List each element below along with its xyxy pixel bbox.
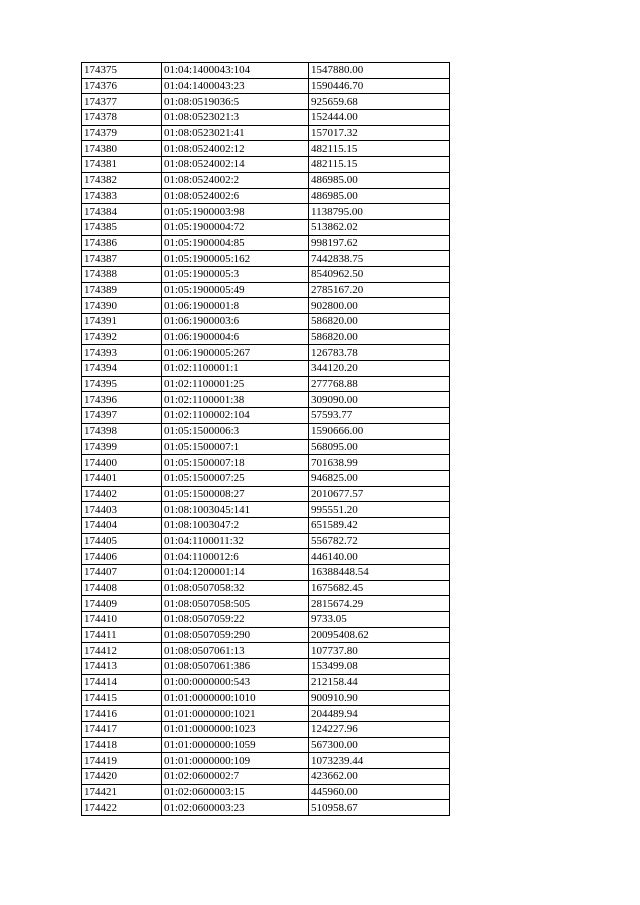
cadastral-number-cell: 01:02:0600003:15	[162, 784, 309, 800]
value-cell: 423662.00	[309, 768, 450, 784]
value-cell: 20095408.62	[309, 627, 450, 643]
cadastral-number-cell: 01:02:1100002:104	[162, 408, 309, 424]
table-row	[82, 329, 450, 345]
cadastral-number-cell: 01:06:1900004:6	[162, 329, 309, 345]
table-row	[82, 784, 450, 800]
table-row	[82, 141, 450, 157]
row-id-cell: 174377	[82, 94, 162, 110]
value-cell: 2815674.29	[309, 596, 450, 612]
cadastral-number-cell: 01:05:1900003:98	[162, 204, 309, 220]
value-cell: 1590666.00	[309, 423, 450, 439]
cadastral-number-cell: 01:02:1100001:38	[162, 392, 309, 408]
cadastral-number-cell: 01:05:1500006:3	[162, 423, 309, 439]
table-row	[82, 408, 450, 424]
row-id-cell: 174412	[82, 643, 162, 659]
cadastral-number-cell: 01:08:0507058:32	[162, 580, 309, 596]
value-cell: 7442838.75	[309, 251, 450, 267]
cadastral-number-cell: 01:06:1900003:6	[162, 314, 309, 330]
value-cell: 1675682.45	[309, 580, 450, 596]
cadastral-number-cell: 01:05:1500007:25	[162, 470, 309, 486]
cadastral-number-cell: 01:06:1900001:8	[162, 298, 309, 314]
value-cell: 2785167.20	[309, 282, 450, 298]
table-row	[82, 423, 450, 439]
row-id-cell: 174405	[82, 533, 162, 549]
cadastral-number-cell: 01:08:0507061:386	[162, 659, 309, 675]
table-row	[82, 517, 450, 533]
value-cell: 309090.00	[309, 392, 450, 408]
value-cell: 586820.00	[309, 329, 450, 345]
row-id-cell: 174390	[82, 298, 162, 314]
value-cell: 651589.42	[309, 517, 450, 533]
value-cell: 446140.00	[309, 549, 450, 565]
cadastral-number-cell: 01:05:1900005:49	[162, 282, 309, 298]
value-cell: 586820.00	[309, 314, 450, 330]
row-id-cell: 174389	[82, 282, 162, 298]
row-id-cell: 174413	[82, 659, 162, 675]
table-row	[82, 361, 450, 377]
cadastral-number-cell: 01:02:0600002:7	[162, 768, 309, 784]
value-cell: 482115.15	[309, 141, 450, 157]
row-id-cell: 174402	[82, 486, 162, 502]
table-row	[82, 94, 450, 110]
cadastral-number-cell: 01:08:0523021:41	[162, 125, 309, 141]
value-cell: 124227.96	[309, 721, 450, 737]
row-id-cell: 174411	[82, 627, 162, 643]
cadastral-number-cell: 01:02:0600003:23	[162, 800, 309, 816]
cadastral-number-cell: 01:08:0507059:22	[162, 612, 309, 628]
value-cell: 995551.20	[309, 502, 450, 518]
cadastral-number-cell: 01:08:0524002:12	[162, 141, 309, 157]
cadastral-number-cell: 01:04:1400043:104	[162, 63, 309, 79]
value-cell: 445960.00	[309, 784, 450, 800]
cadastral-number-cell: 01:04:1100012:6	[162, 549, 309, 565]
row-id-cell: 174387	[82, 251, 162, 267]
value-cell: 57593.77	[309, 408, 450, 424]
value-cell: 1547880.00	[309, 63, 450, 79]
value-cell: 9733.05	[309, 612, 450, 628]
value-cell: 556782.72	[309, 533, 450, 549]
table-row	[82, 345, 450, 361]
table-row	[82, 376, 450, 392]
cadastral-number-cell: 01:01:0000000:1010	[162, 690, 309, 706]
value-cell: 482115.15	[309, 157, 450, 173]
table-row	[82, 298, 450, 314]
row-id-cell: 174415	[82, 690, 162, 706]
value-cell: 1073239.44	[309, 753, 450, 769]
table-row	[82, 565, 450, 581]
table-row	[82, 251, 450, 267]
row-id-cell: 174414	[82, 674, 162, 690]
table-row	[82, 596, 450, 612]
row-id-cell: 174392	[82, 329, 162, 345]
cadastral-number-cell: 01:08:0524002:14	[162, 157, 309, 173]
cadastral-number-cell: 01:08:0523021:3	[162, 110, 309, 126]
value-cell: 1590446.70	[309, 78, 450, 94]
cadastral-number-cell: 01:00:0000000:543	[162, 674, 309, 690]
row-id-cell: 174418	[82, 737, 162, 753]
table-row	[82, 157, 450, 173]
value-cell: 1138795.00	[309, 204, 450, 220]
data-table	[81, 62, 450, 816]
cadastral-number-cell: 01:05:1900004:72	[162, 219, 309, 235]
row-id-cell: 174382	[82, 172, 162, 188]
value-cell: 513862.02	[309, 219, 450, 235]
row-id-cell: 174393	[82, 345, 162, 361]
row-id-cell: 174391	[82, 314, 162, 330]
value-cell: 107737.80	[309, 643, 450, 659]
table-row	[82, 125, 450, 141]
value-cell: 157017.32	[309, 125, 450, 141]
row-id-cell: 174385	[82, 219, 162, 235]
value-cell: 16388448.54	[309, 565, 450, 581]
table-row	[82, 235, 450, 251]
row-id-cell: 174403	[82, 502, 162, 518]
row-id-cell: 174420	[82, 768, 162, 784]
row-id-cell: 174406	[82, 549, 162, 565]
value-cell: 900910.90	[309, 690, 450, 706]
cadastral-number-cell: 01:05:1900004:85	[162, 235, 309, 251]
table-row	[82, 392, 450, 408]
table-row	[82, 266, 450, 282]
cadastral-number-cell: 01:08:1003045:141	[162, 502, 309, 518]
value-cell: 925659.68	[309, 94, 450, 110]
table-row	[82, 470, 450, 486]
cadastral-number-cell: 01:04:1200001:14	[162, 565, 309, 581]
cadastral-number-cell: 01:08:0524002:6	[162, 188, 309, 204]
table-row	[82, 674, 450, 690]
cadastral-number-cell: 01:01:0000000:109	[162, 753, 309, 769]
table-row	[82, 753, 450, 769]
table-row	[82, 110, 450, 126]
table-row	[82, 690, 450, 706]
value-cell: 204489.94	[309, 706, 450, 722]
table-body	[82, 63, 450, 816]
row-id-cell: 174380	[82, 141, 162, 157]
cadastral-number-cell: 01:08:0507059:290	[162, 627, 309, 643]
row-id-cell: 174404	[82, 517, 162, 533]
table-row	[82, 533, 450, 549]
row-id-cell: 174376	[82, 78, 162, 94]
value-cell: 946825.00	[309, 470, 450, 486]
table-row	[82, 768, 450, 784]
row-id-cell: 174378	[82, 110, 162, 126]
row-id-cell: 174394	[82, 361, 162, 377]
table-row	[82, 172, 450, 188]
row-id-cell: 174396	[82, 392, 162, 408]
row-id-cell: 174408	[82, 580, 162, 596]
row-id-cell: 174399	[82, 439, 162, 455]
row-id-cell: 174384	[82, 204, 162, 220]
row-id-cell: 174419	[82, 753, 162, 769]
value-cell: 701638.99	[309, 455, 450, 471]
table-row	[82, 800, 450, 816]
table-row	[82, 204, 450, 220]
cadastral-number-cell: 01:08:0524002:2	[162, 172, 309, 188]
table-row	[82, 188, 450, 204]
value-cell: 212158.44	[309, 674, 450, 690]
table-row	[82, 455, 450, 471]
cadastral-number-cell: 01:05:1900005:3	[162, 266, 309, 282]
value-cell: 486985.00	[309, 172, 450, 188]
cadastral-number-cell: 01:06:1900005:267	[162, 345, 309, 361]
row-id-cell: 174407	[82, 565, 162, 581]
cadastral-number-cell: 01:08:0507058:505	[162, 596, 309, 612]
table-row	[82, 643, 450, 659]
row-id-cell: 174383	[82, 188, 162, 204]
row-id-cell: 174375	[82, 63, 162, 79]
row-id-cell: 174397	[82, 408, 162, 424]
row-id-cell: 174379	[82, 125, 162, 141]
value-cell: 510958.67	[309, 800, 450, 816]
table-row	[82, 314, 450, 330]
value-cell: 998197.62	[309, 235, 450, 251]
table-row	[82, 439, 450, 455]
cadastral-number-cell: 01:04:1100011:32	[162, 533, 309, 549]
table-row	[82, 549, 450, 565]
value-cell: 8540962.50	[309, 266, 450, 282]
table-row	[82, 659, 450, 675]
value-cell: 568095.00	[309, 439, 450, 455]
cadastral-number-cell: 01:02:1100001:25	[162, 376, 309, 392]
cadastral-number-cell: 01:01:0000000:1021	[162, 706, 309, 722]
table-row	[82, 282, 450, 298]
cadastral-number-cell: 01:05:1500008:27	[162, 486, 309, 502]
row-id-cell: 174386	[82, 235, 162, 251]
table-row	[82, 502, 450, 518]
value-cell: 2010677.57	[309, 486, 450, 502]
cadastral-number-cell: 01:08:0507061:13	[162, 643, 309, 659]
value-cell: 344120.20	[309, 361, 450, 377]
table-row	[82, 612, 450, 628]
row-id-cell: 174400	[82, 455, 162, 471]
table-row	[82, 627, 450, 643]
cadastral-number-cell: 01:05:1900005:162	[162, 251, 309, 267]
table-row	[82, 721, 450, 737]
row-id-cell: 174401	[82, 470, 162, 486]
table-row	[82, 706, 450, 722]
row-id-cell: 174422	[82, 800, 162, 816]
row-id-cell: 174388	[82, 266, 162, 282]
cadastral-number-cell: 01:05:1500007:1	[162, 439, 309, 455]
row-id-cell: 174410	[82, 612, 162, 628]
row-id-cell: 174395	[82, 376, 162, 392]
cadastral-number-cell: 01:01:0000000:1059	[162, 737, 309, 753]
value-cell: 152444.00	[309, 110, 450, 126]
table-row	[82, 737, 450, 753]
cadastral-number-cell: 01:05:1500007:18	[162, 455, 309, 471]
table-row	[82, 63, 450, 79]
table-row	[82, 219, 450, 235]
row-id-cell: 174409	[82, 596, 162, 612]
cadastral-number-cell: 01:08:0519036:5	[162, 94, 309, 110]
value-cell: 567300.00	[309, 737, 450, 753]
cadastral-number-cell: 01:04:1400043:23	[162, 78, 309, 94]
row-id-cell: 174398	[82, 423, 162, 439]
value-cell: 277768.88	[309, 376, 450, 392]
value-cell: 486985.00	[309, 188, 450, 204]
cadastral-number-cell: 01:02:1100001:1	[162, 361, 309, 377]
cadastral-number-cell: 01:08:1003047:2	[162, 517, 309, 533]
value-cell: 126783.78	[309, 345, 450, 361]
row-id-cell: 174416	[82, 706, 162, 722]
row-id-cell: 174421	[82, 784, 162, 800]
table-row	[82, 78, 450, 94]
table-row	[82, 580, 450, 596]
cadastral-number-cell: 01:01:0000000:1023	[162, 721, 309, 737]
row-id-cell: 174417	[82, 721, 162, 737]
row-id-cell: 174381	[82, 157, 162, 173]
value-cell: 902800.00	[309, 298, 450, 314]
value-cell: 153499.08	[309, 659, 450, 675]
table-row	[82, 486, 450, 502]
